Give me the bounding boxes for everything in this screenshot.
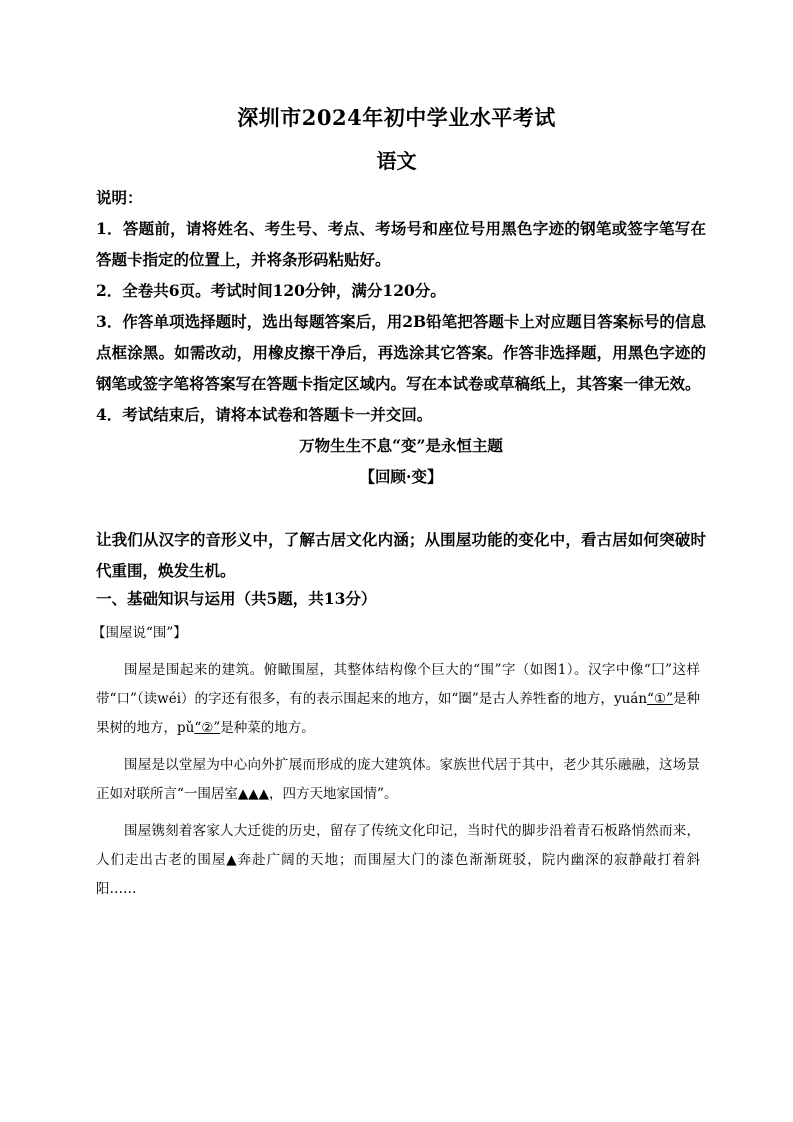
pinyin-pu: pǔ (177, 720, 195, 736)
para1-text-a: 围屋是围起来的建筑。俯瞰围屋，其整体结构像个巨大的“围”字（如图1）。汉字中像“囗”这样带“口”（读wéi）的字还有很多，有的表示围起来的地方，如“圈”是古人养牲畜的地方， (96, 662, 700, 707)
passage-paragraph-3: 围屋镌刻着客家人大迁徙的历史，留存了传统文化印记，当时代的脚步沿着青石板路悄然而来，人们走出古老的围屋▲奔赴广阔的天地；而围屋大门的漆色渐渐斑驳，院内幽深的寂静敲打着斜阳…… (96, 823, 700, 897)
para1-text-c: 是种菜的地方。 (220, 720, 315, 736)
subject-title: 语文 (376, 149, 417, 173)
subsection-title: 【围屋说“围”】 (92, 625, 187, 641)
exam-title: 深圳市2024年初中学业水平考试 (237, 105, 556, 130)
instruction-item-4: 4．考试结束后，请将本试卷和答题卡一并交回。 (96, 405, 433, 424)
instructions (96, 182, 706, 492)
blank-2: “②” (194, 720, 221, 736)
passage (92, 619, 701, 904)
instructions-heading: 说明： (96, 188, 143, 207)
instruction-item-1: 1．答题前，请将姓名、考生号、考点、考场号和座位号用黑色字迹的钢笔或签字笔写在答题卡指定的位置上，并将条形码粘贴好。 (96, 219, 706, 269)
para1-text-b: 是种果树的地方， (96, 691, 701, 736)
part-title: 【回顾·变】 (359, 467, 443, 486)
pinyin-yuan: yuán (613, 691, 648, 707)
blank-1: “①” (647, 691, 673, 707)
passage-paragraph-2: 围屋是以堂屋为中心向外扩展而形成的庞大建筑体。家族世代居于其中，老少其乐融融，这场景正如对联所言“一围居室▲▲▲，四方天地家国情”。 (96, 757, 700, 802)
instruction-item-3: 3．作答单项选择题时，选出每题答案后，用2B铅笔把答题卡上对应题目答案标号的信息点框涂黑。如需改动，用橡皮擦干净后，再选涂其它答案。作答非选择题，用黑色字迹的钢笔或签字笔将答案写在答题卡指定区域内。写在本试卷或草稿纸上，其答案一律无效。 (96, 312, 706, 393)
intro-text: 让我们从汉字的音形义中，了解古居文化内涵；从围屋功能的变化中，看古居如何突破时代重围，焕发生机。 (96, 530, 706, 580)
section-title: 一、基础知识与运用（共5题，共13分） (96, 589, 377, 608)
theme-title: 万物生生不息“变”是永恒主题 (299, 436, 503, 455)
passage-paragraph-1 (96, 656, 700, 743)
intro-paragraph (96, 524, 706, 586)
instruction-item-2: 2．全卷共6页。考试时间120分钟，满分120分。 (96, 281, 446, 300)
